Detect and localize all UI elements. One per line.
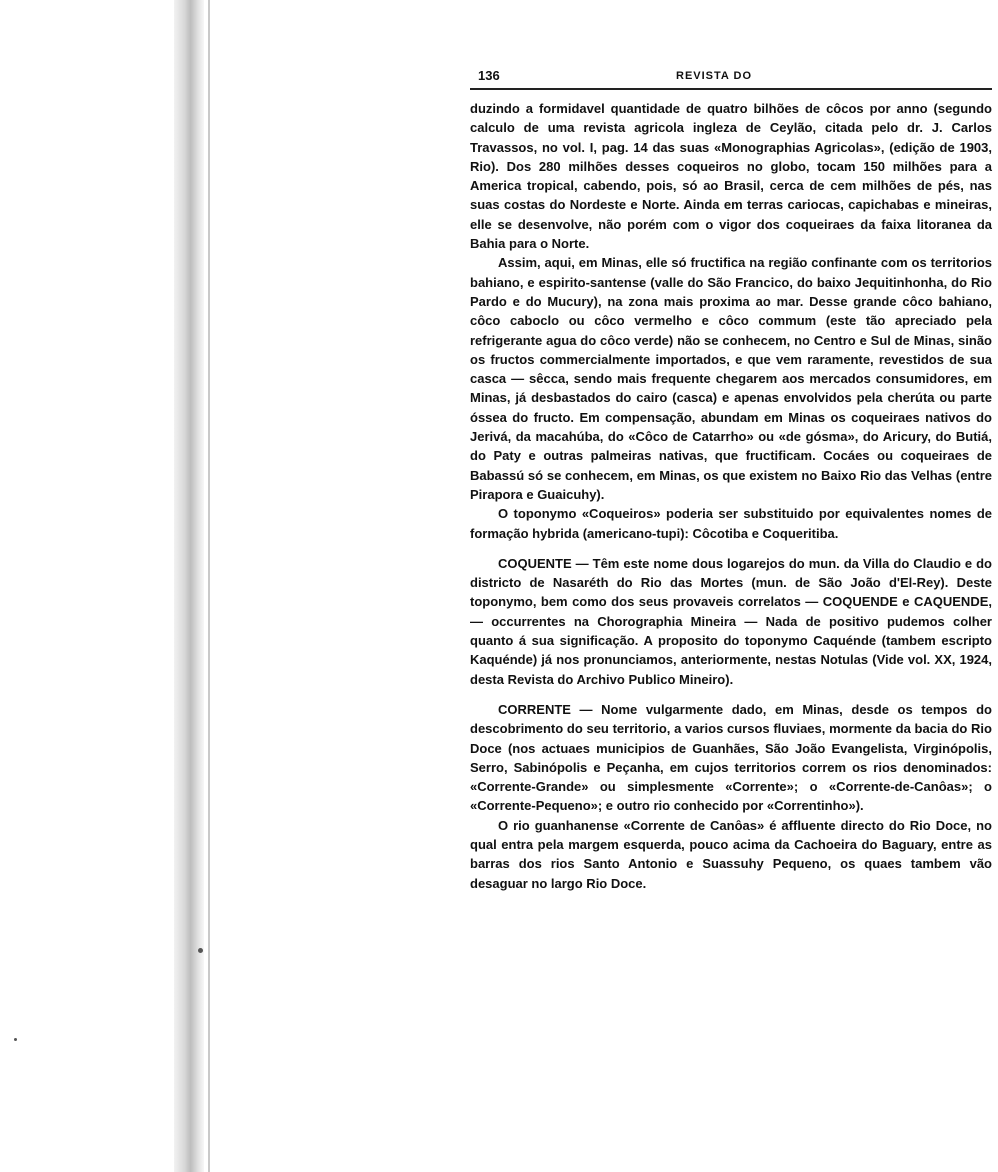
paragraph: Assim, aqui, em Minas, elle só fructifica na região confinante com os territorios bahiano, e espirito-santense (valle do São Francico, do baixo Jequitinhonha, do Rio Pardo e do Mucury), na zona mais proxima ao mar. Desse grande côco bahiano, côco caboclo ou côco vermelho e côco commum (este tão apreciado pela refrigerante agua do côco verde) não se conhecem, no Centro e Sul de Minas, sinão os fructos commercialmente importados, e que vem raramente, revestidos de sua casca — sêcca, sendo mais frequente chegarem aos mercados consumidores, em Minas, já desbastados do cairo (casca) e apenas envolvidos pela cherúta ou parte óssea do fructo. Em compensação, abundam em Minas os coqueiraes nativos do Jerivá, da macahúba, do «Côco de Catarrho» ou «de gósma», do Aricury, do Butiá, do Paty e outras palmeiras nativas, que fructificam. Cocáes ou coqueiraes de Babassú só se conhecem, em Minas, os que existem no Baixo Rio das Velhas (entre Pirapora e Guaicuhy). xyxy=(470,255,992,502)
body-text xyxy=(470,99,992,893)
page xyxy=(470,66,992,893)
scan-speck xyxy=(14,1038,17,1041)
paragraph: duzindo a formidavel quantidade de quatro bilhões de côcos por anno (segundo calculo de uma revista agricola ingleza de Ceylão, citada pelo dr. J. Carlos Travassos, no vol. I, pag. 14 das suas «Monographias Agricolas», (edição de 1903, Rio). Dos 280 milhões desses coqueiros no globo, tocam 150 milhões para a America tropical, cabendo, pois, só ao Brasil, cerca de cem milhões de pés, nas suas costas do Nordeste e Norte. Ainda em terras cariocas, capichabas e mineiras, elle se desenvolve, não porém com o vigor dos coqueiraes da faixa litoranea da Bahia para o Norte. xyxy=(470,101,992,252)
scan-speck xyxy=(198,948,203,953)
entry-coquente: COQUENTE — Têm este nome dous logarejos do mun. da Villa do Claudio e do districto de Nasaréth do Rio das Mortes (mun. de São João d'El-Rey). Deste toponymo, bem como dos seus provaveis correlatos — COQUENDE e CAQUENDE, — occurrentes na Chorographia Mineira — Nada de positivo pudemos colher quanto á sua significação. A proposito do toponymo Caquénde (tambem escripto Kaquénde) já nos pronunciamos, anteriormente, nestas Notulas (Vide vol. XX, 1924, desta Revista do Archivo Publico Mineiro). xyxy=(470,555,992,687)
paragraph: O rio guanhanense «Corrente de Canôas» é affluente directo do Rio Doce, no qual entra pela margem esquerda, pouco acima da Cachoeira do Baguary, entre as barras dos rios Santo Antonio e Suassuhy Pequeno, os quaes tambem vão desaguar no largo Rio Doce. xyxy=(470,817,992,891)
binding-gutter-line xyxy=(208,0,210,1172)
page-number: 136 xyxy=(478,68,500,83)
running-head xyxy=(470,66,992,90)
entry-corrente: CORRENTE — Nome vulgarmente dado, em Minas, desde os tempos do descobrimento do seu territorio, a varios cursos fluviaes, mormente da bacia do Rio Doce (nos actuaes municipios de Guanhães, São João Evangelista, Virginópolis, Serro, Sabinópolis e Peçanha, em cujos territorios correm os rios denominados: «Corrente-Grande» ou simplesmente «Corrente»; o «Corrente-de-Canôas»; o «Corrente-Pequeno»; e outro rio conhecido por «Correntinho»). xyxy=(470,701,992,814)
binding-gutter-shadow xyxy=(174,0,204,1172)
paragraph: O toponymo «Coqueiros» poderia ser substituido por equivalentes nomes de formação hybrida (americano-tupi): Côcotiba e Coqueritiba. xyxy=(470,506,992,541)
journal-title: REVISTA DO xyxy=(676,70,753,82)
